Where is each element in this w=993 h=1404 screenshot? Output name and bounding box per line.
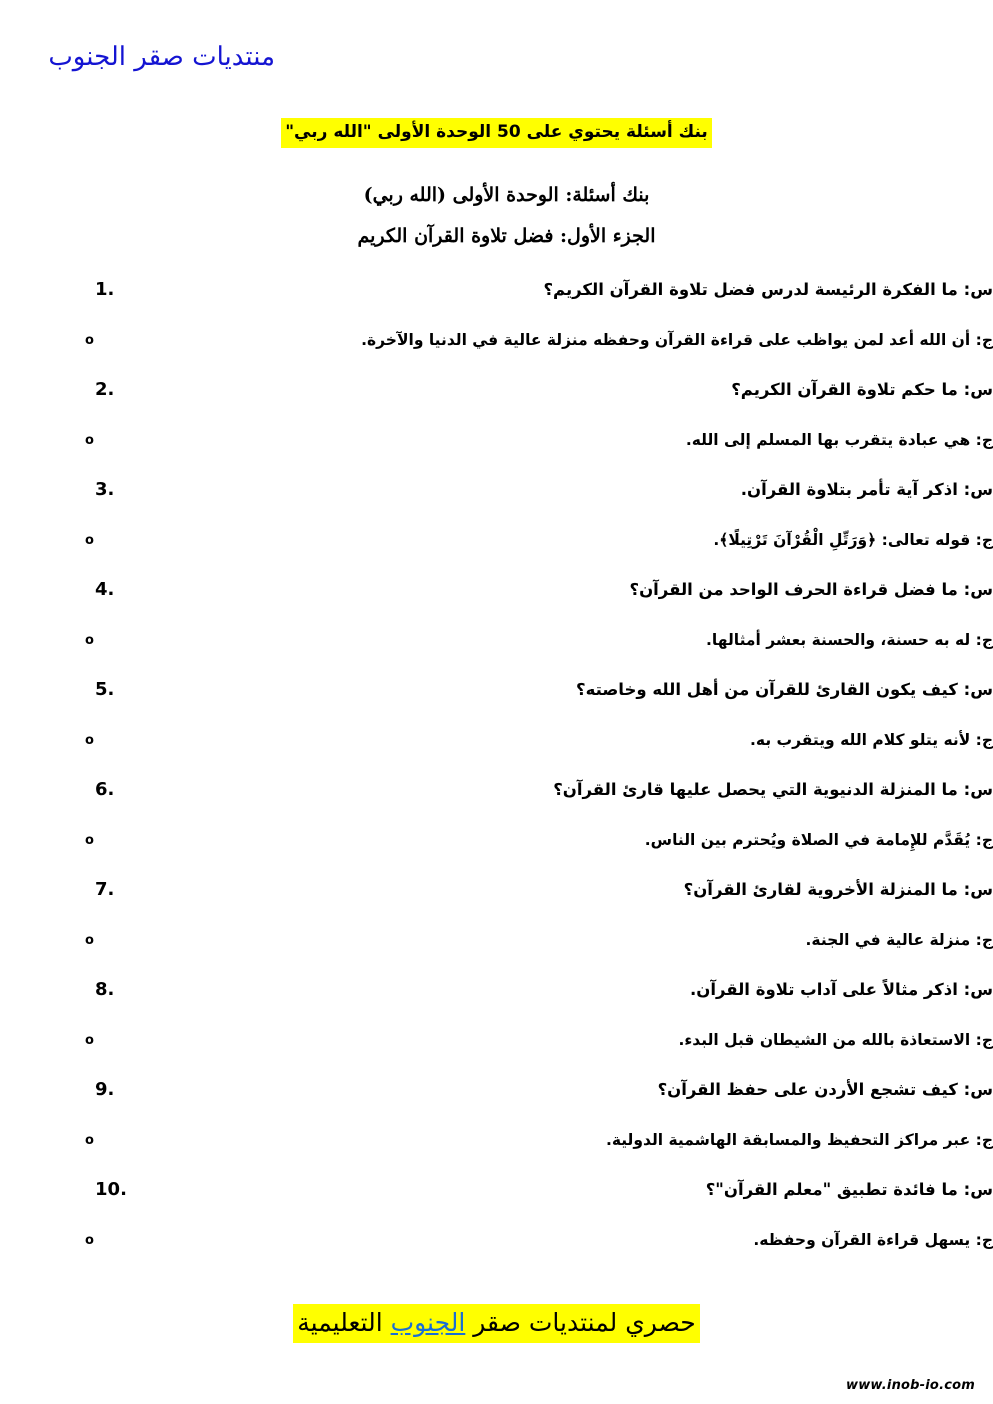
intro-line-part: الجزء الأول: فضل تلاوة القرآن الكريم xyxy=(357,225,656,247)
forum-link[interactable]: الجنوب xyxy=(390,1308,466,1337)
question-text: س: ما المنزلة الدنيوية التي يحصل عليها قارئ القرآن؟ xyxy=(553,780,993,799)
qa-item xyxy=(0,476,993,576)
question-answer-list xyxy=(0,276,993,1276)
answer-row xyxy=(0,1226,993,1276)
qa-item xyxy=(0,876,993,976)
document-title: بنك أسئلة يحتوي على 50 الوحدة الأولى "الله ربي" xyxy=(281,118,712,148)
question-number: .8 xyxy=(95,979,115,1000)
question-number: .4 xyxy=(95,579,115,600)
question-number: .3 xyxy=(95,479,115,500)
question-number: .10 xyxy=(95,1179,127,1200)
question-row xyxy=(0,876,993,926)
bullet-icon: o xyxy=(85,1033,94,1048)
question-row xyxy=(0,276,993,326)
answer-row xyxy=(0,926,993,976)
document-title-banner xyxy=(0,118,993,148)
bullet-icon: o xyxy=(85,333,94,348)
footer-text xyxy=(293,1304,699,1343)
answer-row xyxy=(0,426,993,476)
answer-text: ج: لأنه يتلو كلام الله ويتقرب به. xyxy=(750,731,993,749)
answer-row xyxy=(0,1126,993,1176)
question-text: س: ما فائدة تطبيق "معلم القرآن"؟ xyxy=(705,1180,993,1199)
qa-item xyxy=(0,276,993,376)
question-text: س: ما الفكرة الرئيسة لدرس فضل تلاوة القرآن الكريم؟ xyxy=(543,280,993,299)
question-text: س: اذكر مثالاً على آداب تلاوة القرآن. xyxy=(689,980,993,999)
answer-row xyxy=(0,826,993,876)
question-row xyxy=(0,476,993,526)
answer-text: ج: منزلة عالية في الجنة. xyxy=(805,931,993,949)
question-row xyxy=(0,376,993,426)
answer-row xyxy=(0,1026,993,1076)
qa-item xyxy=(0,1176,993,1276)
answer-row xyxy=(0,626,993,676)
question-row xyxy=(0,1076,993,1126)
answer-text: ج: يُقَدَّم للإِمامة في الصلاة ويُحترم بين الناس. xyxy=(644,831,993,849)
question-text: س: اذكر آية تأمر بتلاوة القرآن. xyxy=(740,480,993,499)
question-text: س: ما المنزلة الأخروية لقارئ القرآن؟ xyxy=(683,880,993,899)
answer-text: ج: عبر مراكز التحفيظ والمسابقة الهاشمية الدولية. xyxy=(605,1131,993,1149)
answer-text: ج: أن الله أعد لمن يواظب على قراءة القرآن وحفظه منزلة عالية في الدنيا والآخرة. xyxy=(361,331,993,349)
answer-text: ج: الاستعاذة بالله من الشيطان قبل البدء. xyxy=(678,1031,993,1049)
answer-text: ج: هي عبادة يتقرب بها المسلم إلى الله. xyxy=(685,431,993,449)
question-number: .5 xyxy=(95,679,115,700)
question-row xyxy=(0,976,993,1026)
footer-credit xyxy=(0,1304,993,1343)
question-number: .6 xyxy=(95,779,115,800)
question-row xyxy=(0,776,993,826)
qa-item xyxy=(0,376,993,476)
qa-item xyxy=(0,976,993,1076)
intro-line-unit: بنك أسئلة: الوحدة الأولى (الله ربي) xyxy=(363,184,650,206)
qa-item xyxy=(0,1076,993,1176)
footer-prefix: حصري لمنتديات صقر xyxy=(465,1308,696,1337)
question-text: س: ما فضل قراءة الحرف الواحد من القرآن؟ xyxy=(629,580,993,599)
bullet-icon: o xyxy=(85,733,94,748)
question-number: .1 xyxy=(95,279,115,300)
question-number: .9 xyxy=(95,1079,115,1100)
bullet-icon: o xyxy=(85,433,94,448)
question-row xyxy=(0,576,993,626)
bullet-icon: o xyxy=(85,1133,94,1148)
answer-row xyxy=(0,726,993,776)
question-row xyxy=(0,676,993,726)
question-text: س: كيف تشجع الأردن على حفظ القرآن؟ xyxy=(657,1080,993,1099)
answer-row xyxy=(0,326,993,376)
forum-name-heading: منتديات صقر الجنوب xyxy=(48,42,275,72)
question-number: .7 xyxy=(95,879,115,900)
footer-suffix: التعليمية xyxy=(297,1308,391,1337)
qa-item xyxy=(0,676,993,776)
answer-text: ج: قوله تعالى: ﴿وَرَتِّلِ الْقُرْآنَ تَرْتِيلًا﴾. xyxy=(713,531,993,549)
site-header xyxy=(0,44,993,70)
qa-item xyxy=(0,576,993,676)
bullet-icon: o xyxy=(85,533,94,548)
bullet-icon: o xyxy=(85,933,94,948)
question-number: .2 xyxy=(95,379,115,400)
question-row xyxy=(0,1176,993,1226)
watermark-url: www.inob-io.com xyxy=(846,1378,975,1393)
answer-text: ج: له به حسنة، والحسنة بعشر أمثالها. xyxy=(706,631,993,649)
question-text: س: ما حكم تلاوة القرآن الكريم؟ xyxy=(731,380,993,399)
question-text: س: كيف يكون القارئ للقرآن من أهل الله وخاصته؟ xyxy=(576,680,993,699)
answer-text: ج: يسهل قراءة القرآن وحفظه. xyxy=(753,1231,993,1249)
intro-block xyxy=(0,186,993,268)
answer-row xyxy=(0,526,993,576)
bullet-icon: o xyxy=(85,1233,94,1248)
bullet-icon: o xyxy=(85,833,94,848)
qa-item xyxy=(0,776,993,876)
bullet-icon: o xyxy=(85,633,94,648)
